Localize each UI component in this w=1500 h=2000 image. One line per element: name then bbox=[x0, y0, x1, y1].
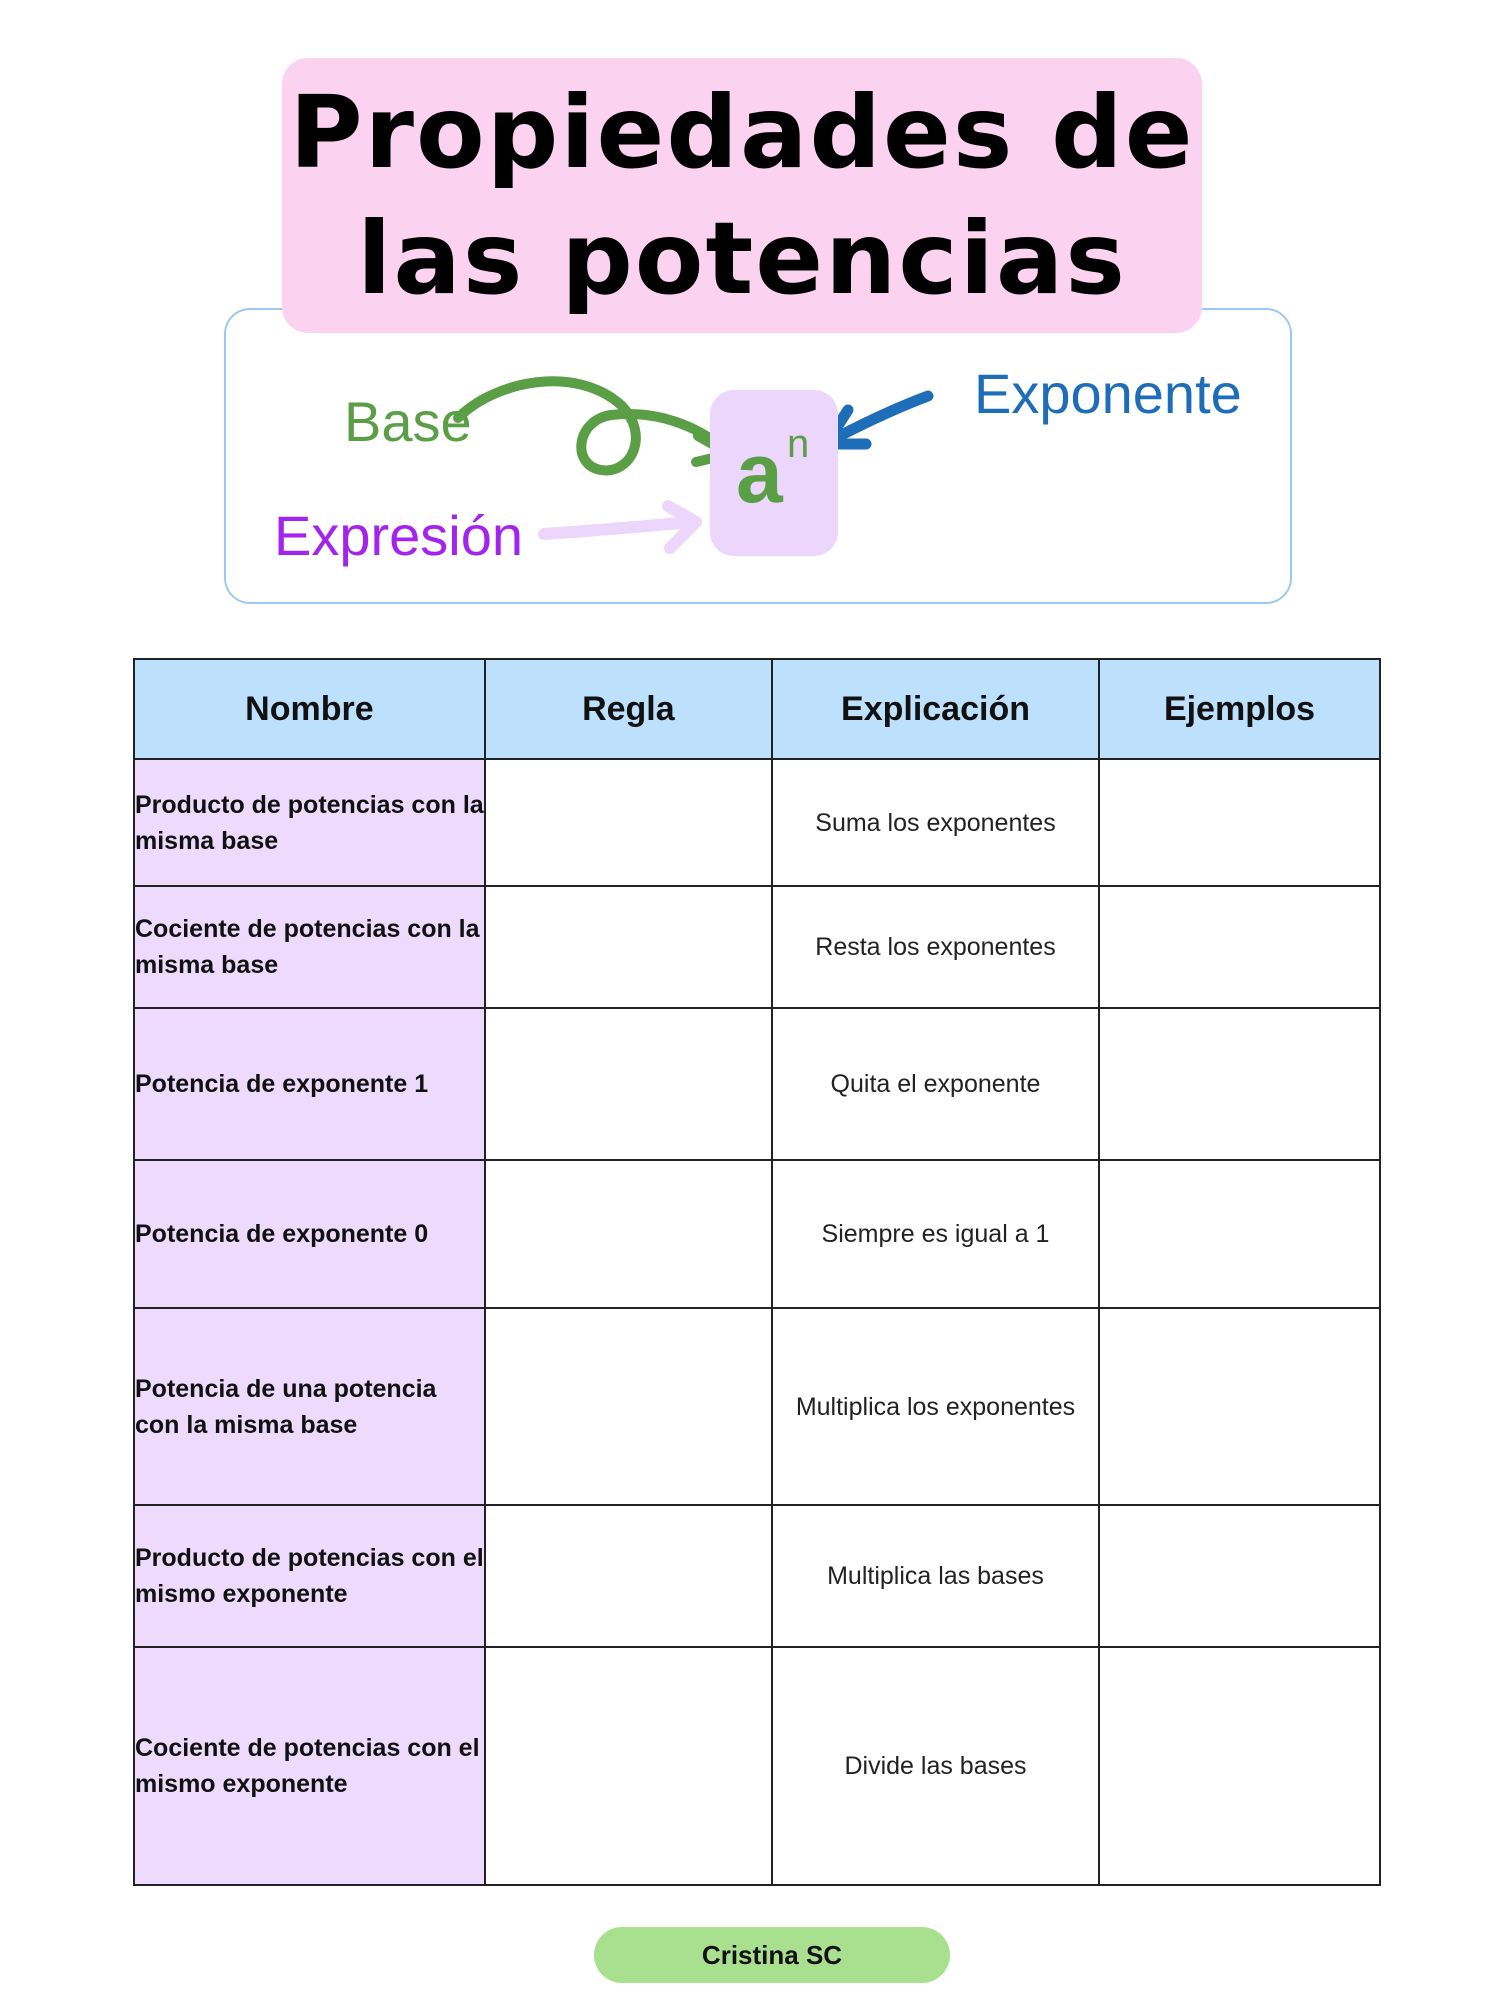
table-row bbox=[134, 1647, 1380, 1885]
header-ejemplos: Ejemplos bbox=[1099, 659, 1380, 759]
explanation-cell: Suma los exponentes bbox=[772, 759, 1099, 886]
row-name: Cociente de potencias con el mismo exponente bbox=[134, 1647, 485, 1885]
table-row bbox=[134, 1160, 1380, 1308]
rule-cell[interactable] bbox=[485, 1505, 772, 1647]
explanation-cell: Resta los exponentes bbox=[772, 886, 1099, 1008]
title-line-2: las potencias bbox=[357, 199, 1127, 317]
examples-cell[interactable] bbox=[1099, 1308, 1380, 1505]
row-name: Cociente de potencias con la misma base bbox=[134, 886, 485, 1008]
row-name: Potencia de una potencia con la misma base bbox=[134, 1308, 485, 1505]
author-badge: Cristina SC bbox=[594, 1927, 950, 1983]
row-name: Producto de potencias con la misma base bbox=[134, 759, 485, 886]
table-row bbox=[134, 1505, 1380, 1647]
rule-cell[interactable] bbox=[485, 1008, 772, 1160]
table-row bbox=[134, 886, 1380, 1008]
table-header-row bbox=[134, 659, 1380, 759]
table-row bbox=[134, 1308, 1380, 1505]
rule-cell[interactable] bbox=[485, 886, 772, 1008]
examples-cell[interactable] bbox=[1099, 1647, 1380, 1885]
rule-cell[interactable] bbox=[485, 1160, 772, 1308]
title-line-1: Propiedades de bbox=[289, 73, 1195, 191]
rule-cell[interactable] bbox=[485, 1647, 772, 1885]
explanation-cell: Multiplica los exponentes bbox=[772, 1308, 1099, 1505]
row-name: Producto de potencias con el mismo exponente bbox=[134, 1505, 485, 1647]
properties-table bbox=[133, 658, 1381, 1886]
expression-arrow-icon bbox=[544, 522, 692, 534]
power-notation-diagram bbox=[224, 308, 1292, 604]
table-row bbox=[134, 759, 1380, 886]
title-banner bbox=[282, 58, 1202, 333]
base-label: Base bbox=[344, 390, 472, 453]
exponent-label: Exponente bbox=[974, 362, 1242, 425]
row-name: Potencia de exponente 0 bbox=[134, 1160, 485, 1308]
examples-cell[interactable] bbox=[1099, 1160, 1380, 1308]
base-symbol: a bbox=[736, 426, 783, 520]
rule-cell[interactable] bbox=[485, 759, 772, 886]
row-name: Potencia de exponente 1 bbox=[134, 1008, 485, 1160]
base-arrow-icon bbox=[458, 381, 726, 470]
expression-label: Expresión bbox=[274, 504, 524, 567]
exponent-symbol: n bbox=[787, 422, 810, 466]
header-explicacion: Explicación bbox=[772, 659, 1099, 759]
examples-cell[interactable] bbox=[1099, 759, 1380, 886]
explanation-cell: Siempre es igual a 1 bbox=[772, 1160, 1099, 1308]
examples-cell[interactable] bbox=[1099, 1505, 1380, 1647]
explanation-cell: Quita el exponente bbox=[772, 1008, 1099, 1160]
explanation-cell: Divide las bases bbox=[772, 1647, 1099, 1885]
rule-cell[interactable] bbox=[485, 1308, 772, 1505]
explanation-cell: Multiplica las bases bbox=[772, 1505, 1099, 1647]
table-row bbox=[134, 1008, 1380, 1160]
header-regla: Regla bbox=[485, 659, 772, 759]
examples-cell[interactable] bbox=[1099, 886, 1380, 1008]
examples-cell[interactable] bbox=[1099, 1008, 1380, 1160]
header-nombre: Nombre bbox=[134, 659, 485, 759]
